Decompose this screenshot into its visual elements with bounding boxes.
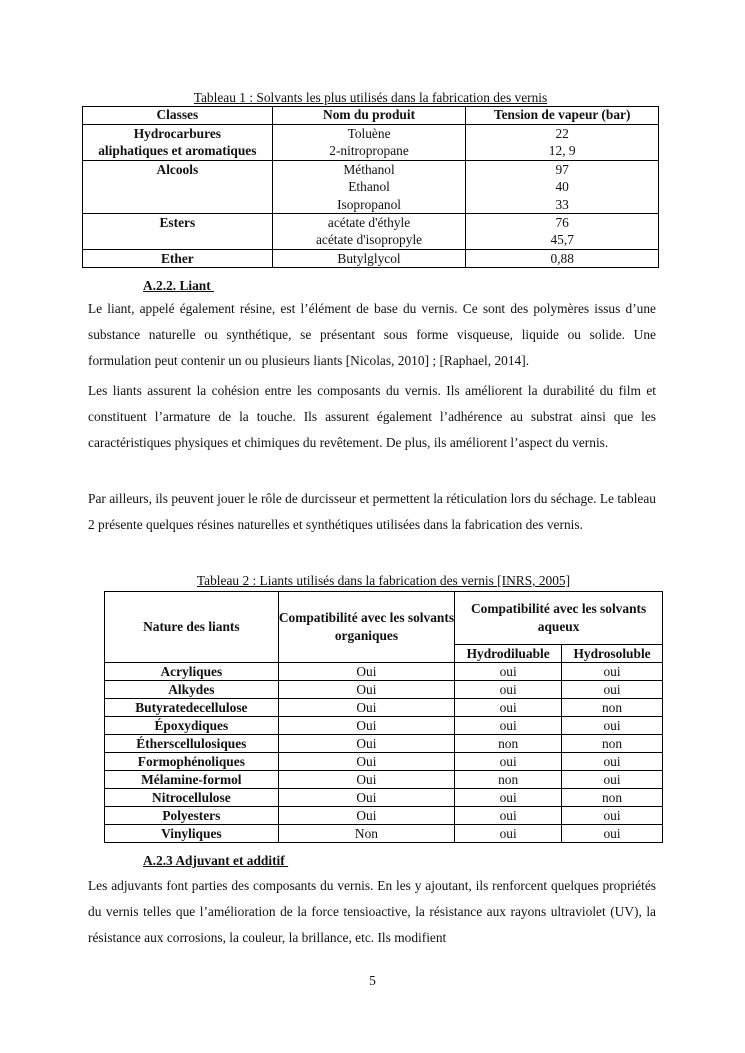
hydrosoluble-cell: oui xyxy=(562,771,663,789)
hydrodiluable-cell: non xyxy=(455,735,562,753)
organic-compat-cell: Oui xyxy=(278,681,455,699)
table-row xyxy=(105,717,663,735)
table-row xyxy=(105,699,663,717)
organic-compat-cell: Oui xyxy=(278,789,455,807)
pressure-cell xyxy=(466,214,659,250)
table2-body xyxy=(105,663,663,843)
product-cell xyxy=(272,214,466,250)
hydrodiluable-cell: oui xyxy=(455,825,562,843)
table1-header-row xyxy=(83,107,659,125)
paragraph: Le liant, appelé également résine, est l’élément de base du vernis. Ce sont des polymères issus d’une substance naturelle ou synthétique, se présentant sous forme visqueuse, liquide ou solide. Une formulation peut contenir un ou plusieurs liants [Nicolas, 2010] ; [Raphael, 2014]. xyxy=(88,301,656,368)
hydrosoluble-cell: oui xyxy=(562,717,663,735)
hydrosoluble-cell: non xyxy=(562,789,663,807)
header-binder-nature: Nature des liants xyxy=(105,592,279,663)
organic-compat-cell: Oui xyxy=(278,753,455,771)
class-line: Alcools xyxy=(156,161,199,177)
pressure-value: 22 xyxy=(555,126,569,141)
product-name: Toluène xyxy=(347,126,391,141)
table-row xyxy=(105,789,663,807)
organic-compat-cell: Oui xyxy=(278,717,455,735)
product-cell xyxy=(272,125,466,161)
binder-nature-cell: Butyratedecellulose xyxy=(105,699,279,717)
table2-caption: Tableau 2 : Liants utilisés dans la fabrication des vernis [INRS, 2005] xyxy=(196,573,571,588)
table-row xyxy=(105,807,663,825)
class-cell xyxy=(83,125,273,161)
hydrodiluable-cell: oui xyxy=(455,753,562,771)
product-cell xyxy=(272,249,466,267)
hydrodiluable-cell: oui xyxy=(455,681,562,699)
class-cell xyxy=(83,249,273,267)
product-name: acétate d'éthyle xyxy=(327,215,411,231)
table-row xyxy=(105,663,663,681)
class-line: Esters xyxy=(159,215,196,231)
hydrosoluble-cell: oui xyxy=(562,807,663,825)
header-product-name: Nom du produit xyxy=(272,107,466,125)
hydrosoluble-cell: oui xyxy=(562,663,663,681)
organic-compat-cell: Oui xyxy=(278,699,455,717)
table1-caption: Tableau 1 : Solvants les plus utilisés dans la fabrication des vernis xyxy=(193,90,548,105)
header-vapor-pressure: Tension de vapeur (bar) xyxy=(466,107,659,125)
binder-nature-cell: Alkydes xyxy=(105,681,279,699)
product-name: Ethanol xyxy=(348,179,390,195)
product-name: 2-nitropropane xyxy=(329,143,409,159)
paragraph: Les liants assurent la cohésion entre les composants du vernis. Ils améliorent la durabilité du film et constituent l’armature de la touche. Ils assurent également l’adhérence au substrat ainsi que les caractéristiques physiques et chimiques du revêtement. De plus, ils améliorent l’aspect du vernis. xyxy=(88,383,656,450)
pressure-value: 76 xyxy=(555,215,569,231)
hydrosoluble-cell: oui xyxy=(562,825,663,843)
hydrosoluble-cell: non xyxy=(562,735,663,753)
hydrodiluable-cell: oui xyxy=(455,717,562,735)
hydrodiluable-cell: oui xyxy=(455,699,562,717)
pressure-cell xyxy=(466,125,659,161)
table-row xyxy=(105,771,663,789)
class-cell xyxy=(83,214,273,250)
header-hydrodiluable: Hydrodiluable xyxy=(455,645,562,663)
table-row xyxy=(105,825,663,843)
binder-nature-cell: Mélamine-formol xyxy=(105,771,279,789)
binder-nature-cell: Époxydiques xyxy=(105,717,279,735)
pressure-value: 0,88 xyxy=(550,250,574,266)
organic-compat-cell: Oui xyxy=(278,771,455,789)
hydrodiluable-cell: oui xyxy=(455,789,562,807)
table1-group-ether xyxy=(83,249,659,267)
class-cell xyxy=(83,160,273,213)
table1-group-alcohols xyxy=(83,160,659,213)
binder-nature-cell: Vinyliques xyxy=(105,825,279,843)
binder-nature-cell: Formophénoliques xyxy=(105,753,279,771)
binder-nature-cell: Acryliques xyxy=(105,663,279,681)
pressure-value: 40 xyxy=(555,179,569,195)
table-row xyxy=(105,753,663,771)
hydrosoluble-cell: oui xyxy=(562,681,663,699)
section-heading-adjuvant: A.2.3 Adjuvant et additif xyxy=(143,853,289,868)
hydrodiluable-cell: oui xyxy=(455,807,562,825)
organic-compat-cell: Oui xyxy=(278,807,455,825)
page-number: 5 xyxy=(369,973,376,988)
hydrodiluable-cell: non xyxy=(455,771,562,789)
class-line: Hydrocarbures xyxy=(133,126,221,141)
pressure-cell xyxy=(466,160,659,213)
organic-compat-cell: Oui xyxy=(278,663,455,681)
hydrosoluble-cell: oui xyxy=(562,753,663,771)
product-name: Méthanol xyxy=(343,161,395,177)
hydrosoluble-cell: non xyxy=(562,699,663,717)
pressure-value: 12, 9 xyxy=(548,143,576,159)
product-name: Isopropanol xyxy=(337,196,402,212)
header-hydrosoluble: Hydrosoluble xyxy=(562,645,663,663)
table-row xyxy=(105,681,663,699)
paragraph: Par ailleurs, ils peuvent jouer le rôle de durcisseur et permettent la réticulation lors du séchage. Le tableau 2 présente quelques résines naturelles et synthétiques utilisées dans la fabrication des vernis. xyxy=(88,491,656,532)
organic-compat-cell: Non xyxy=(278,825,455,843)
pressure-value: 97 xyxy=(555,161,569,177)
product-name: acétate d'isopropyle xyxy=(315,232,423,248)
solvents-table xyxy=(82,106,659,268)
class-line: aliphatiques et aromatiques xyxy=(98,143,257,159)
product-name: Butylglycol xyxy=(337,250,401,266)
table1-group-esters xyxy=(83,214,659,250)
binder-nature-cell: Nitrocellulose xyxy=(105,789,279,807)
section-heading-liant: A.2.2. Liant xyxy=(143,278,215,293)
header-organic-compat: Compatibilité avec les solvants organiques xyxy=(278,592,455,663)
paragraph: Les adjuvants font parties des composants du vernis. En les y ajoutant, ils renforcent quelques propriétés du vernis telles que l’amélioration de la force tensioactive, la résistance aux rayons ultraviolet (UV), la résistance aux corrosions, la couleur, la brillance, etc. Ils modifient xyxy=(88,878,656,945)
class-line: Ether xyxy=(160,250,194,266)
binder-nature-cell: Polyesters xyxy=(105,807,279,825)
table-row xyxy=(105,735,663,753)
table1-group-hydrocarbons xyxy=(83,125,659,161)
table2-header-row xyxy=(105,592,663,645)
binder-nature-cell: Étherscellulosiques xyxy=(105,735,279,753)
header-classes: Classes xyxy=(83,107,273,125)
hydrodiluable-cell: oui xyxy=(455,663,562,681)
organic-compat-cell: Oui xyxy=(278,735,455,753)
binders-table xyxy=(104,591,663,843)
pressure-cell xyxy=(466,249,659,267)
header-aqueous-compat: Compatibilité avec les solvants aqueux xyxy=(455,592,663,645)
product-cell xyxy=(272,160,466,213)
pressure-value: 45,7 xyxy=(550,232,574,248)
pressure-value: 33 xyxy=(555,196,569,212)
